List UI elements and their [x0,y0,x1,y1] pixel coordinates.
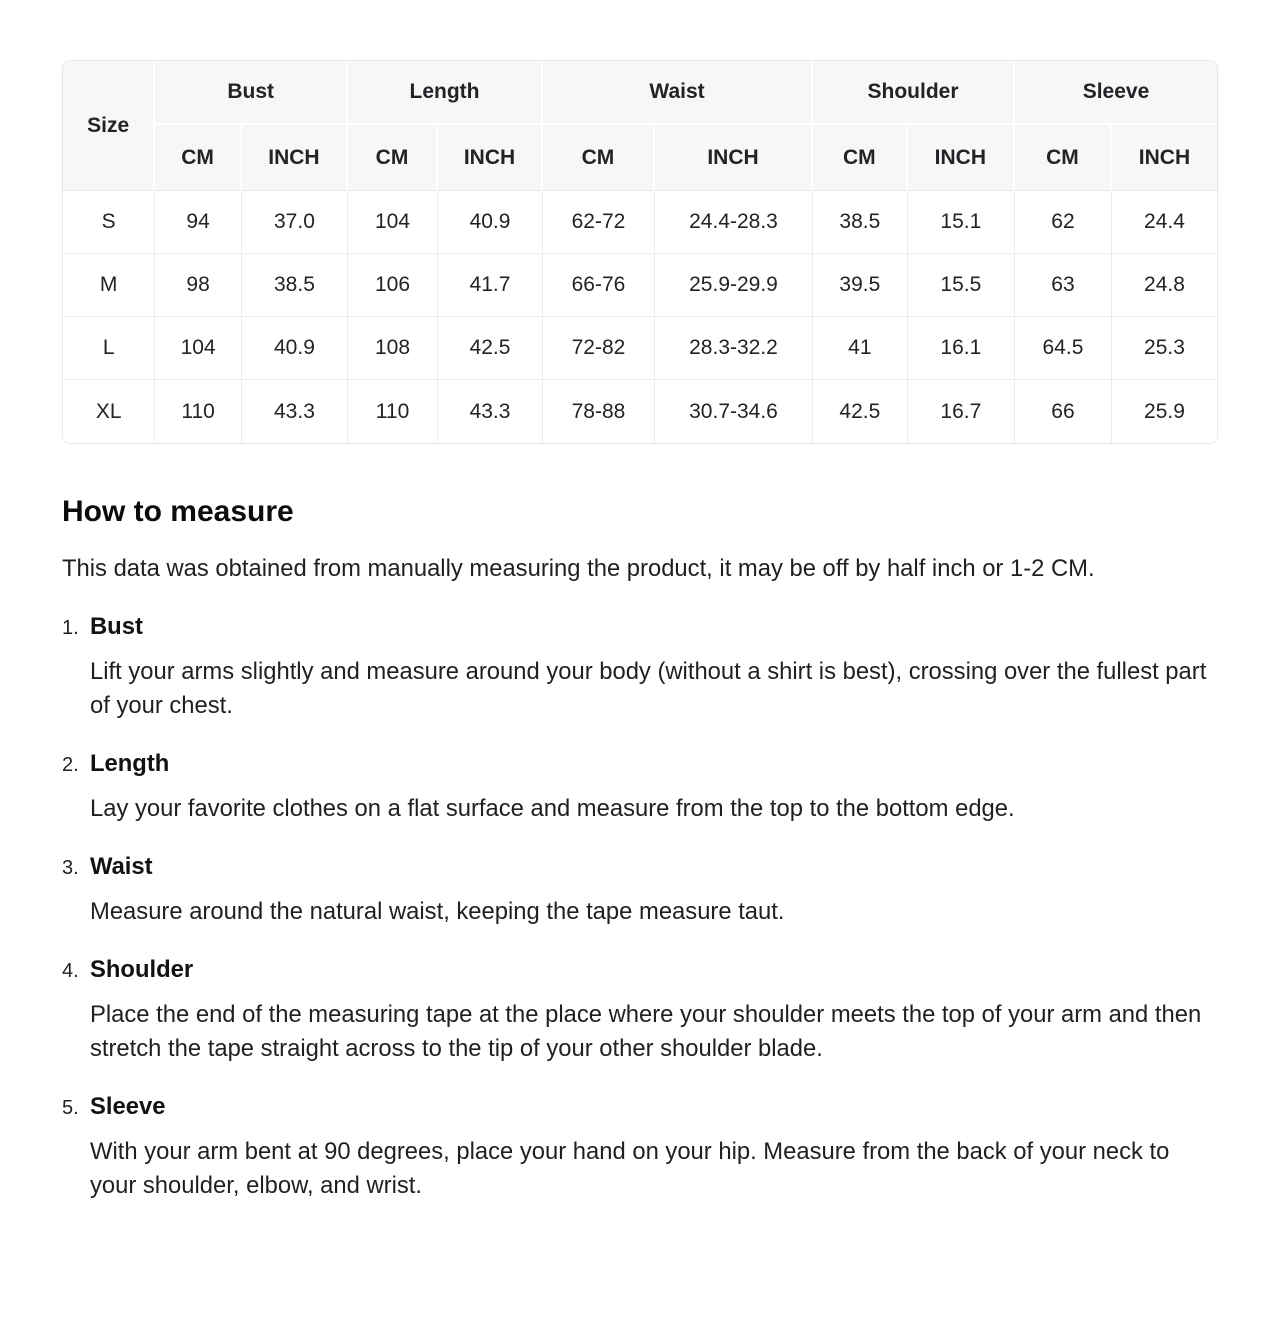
step-term: Sleeve [90,1093,166,1120]
cell-waist-cm: 72-82 [543,317,655,380]
column-group-waist: Waist [543,61,813,125]
cell-length-cm: 104 [348,191,438,254]
size-label: S [63,191,155,254]
cell-length-inch: 43.3 [438,380,543,443]
cell-bust-inch: 40.9 [242,317,348,380]
cell-shoulder-cm: 41 [813,317,908,380]
column-header-size: Size [63,61,155,191]
column-group-bust: Bust [155,61,348,125]
cell-shoulder-cm: 39.5 [813,254,908,317]
unit-header-sleeve-cm: CM [1015,125,1112,191]
cell-bust-cm: 110 [155,380,242,443]
cell-bust-inch: 38.5 [242,254,348,317]
size-label: M [63,254,155,317]
measure-step-bust [62,610,1218,723]
size-label: XL [63,380,155,443]
step-number: 2. [62,754,79,776]
cell-length-inch: 41.7 [438,254,543,317]
cell-shoulder-cm: 38.5 [813,191,908,254]
cell-sleeve-inch: 25.9 [1112,380,1217,443]
cell-length-inch: 42.5 [438,317,543,380]
cell-shoulder-cm: 42.5 [813,380,908,443]
cell-bust-cm: 94 [155,191,242,254]
step-heading [62,850,1218,885]
size-chart-table-container [62,60,1218,444]
step-number: 4. [62,960,79,982]
unit-header-waist-inch: INCH [655,125,813,191]
unit-header-shoulder-inch: INCH [908,125,1015,191]
unit-header-bust-inch: INCH [242,125,348,191]
cell-sleeve-cm: 64.5 [1015,317,1112,380]
unit-header-length-inch: INCH [438,125,543,191]
size-label: L [63,317,155,380]
unit-header-waist-cm: CM [543,125,655,191]
cell-waist-inch: 30.7-34.6 [655,380,813,443]
cell-shoulder-inch: 15.1 [908,191,1015,254]
cell-sleeve-cm: 62 [1015,191,1112,254]
step-number: 5. [62,1097,79,1119]
measure-step-shoulder [62,953,1218,1066]
table-row-size-l [63,317,1217,380]
step-description: Measure around the natural waist, keeping the tape measure taut. [90,898,785,925]
step-term: Bust [90,613,143,640]
column-group-sleeve: Sleeve [1015,61,1217,125]
cell-waist-inch: 25.9-29.9 [655,254,813,317]
cell-shoulder-inch: 16.7 [908,380,1015,443]
cell-shoulder-inch: 15.5 [908,254,1015,317]
step-heading [62,1090,1218,1125]
column-group-shoulder: Shoulder [813,61,1015,125]
cell-waist-inch: 28.3-32.2 [655,317,813,380]
cell-sleeve-cm: 66 [1015,380,1112,443]
how-to-measure-heading: How to measure [62,495,294,528]
unit-header-sleeve-inch: INCH [1112,125,1217,191]
step-heading [62,610,1218,645]
cell-sleeve-inch: 24.4 [1112,191,1217,254]
table-group-header-row [63,61,1217,125]
cell-length-cm: 106 [348,254,438,317]
size-chart-table [63,61,1217,443]
table-unit-header-row [63,125,1217,191]
step-description: With your arm bent at 90 degrees, place your hand on your hip. Measure from the back of your neck to your shoulder, elbow, and wrist. [90,1138,1170,1199]
cell-sleeve-cm: 63 [1015,254,1112,317]
step-term: Length [90,750,170,777]
cell-sleeve-inch: 25.3 [1112,317,1217,380]
step-term: Waist [90,853,153,880]
cell-sleeve-inch: 24.8 [1112,254,1217,317]
cell-bust-inch: 43.3 [242,380,348,443]
step-description: Lift your arms slightly and measure around your body (without a shirt is best), crossing over the fullest part of your chest. [90,658,1207,719]
cell-waist-cm: 62-72 [543,191,655,254]
cell-waist-cm: 66-76 [543,254,655,317]
cell-bust-cm: 98 [155,254,242,317]
how-to-measure-intro: This data was obtained from manually measuring the product, it may be off by half inch or 1-2 CM. [62,555,1095,582]
cell-shoulder-inch: 16.1 [908,317,1015,380]
table-row-size-xl [63,380,1217,443]
unit-header-length-cm: CM [348,125,438,191]
cell-length-cm: 108 [348,317,438,380]
unit-header-shoulder-cm: CM [813,125,908,191]
cell-waist-cm: 78-88 [543,380,655,443]
measure-step-sleeve [62,1090,1218,1203]
cell-bust-cm: 104 [155,317,242,380]
step-heading [62,953,1218,988]
step-heading [62,747,1218,782]
table-row-size-m [63,254,1217,317]
step-description: Lay your favorite clothes on a flat surface and measure from the top to the bottom edge. [90,795,1015,822]
cell-waist-inch: 24.4-28.3 [655,191,813,254]
cell-bust-inch: 37.0 [242,191,348,254]
cell-length-cm: 110 [348,380,438,443]
unit-header-bust-cm: CM [155,125,242,191]
table-row-size-s [63,191,1217,254]
step-description: Place the end of the measuring tape at the place where your shoulder meets the top of your arm and then stretch the tape straight across to the tip of your other shoulder blade. [90,1001,1202,1062]
measure-step-waist [62,850,1218,929]
cell-length-inch: 40.9 [438,191,543,254]
measure-step-length [62,747,1218,826]
step-term: Shoulder [90,956,194,983]
step-number: 1. [62,617,79,639]
step-number: 3. [62,857,79,879]
column-group-length: Length [348,61,543,125]
